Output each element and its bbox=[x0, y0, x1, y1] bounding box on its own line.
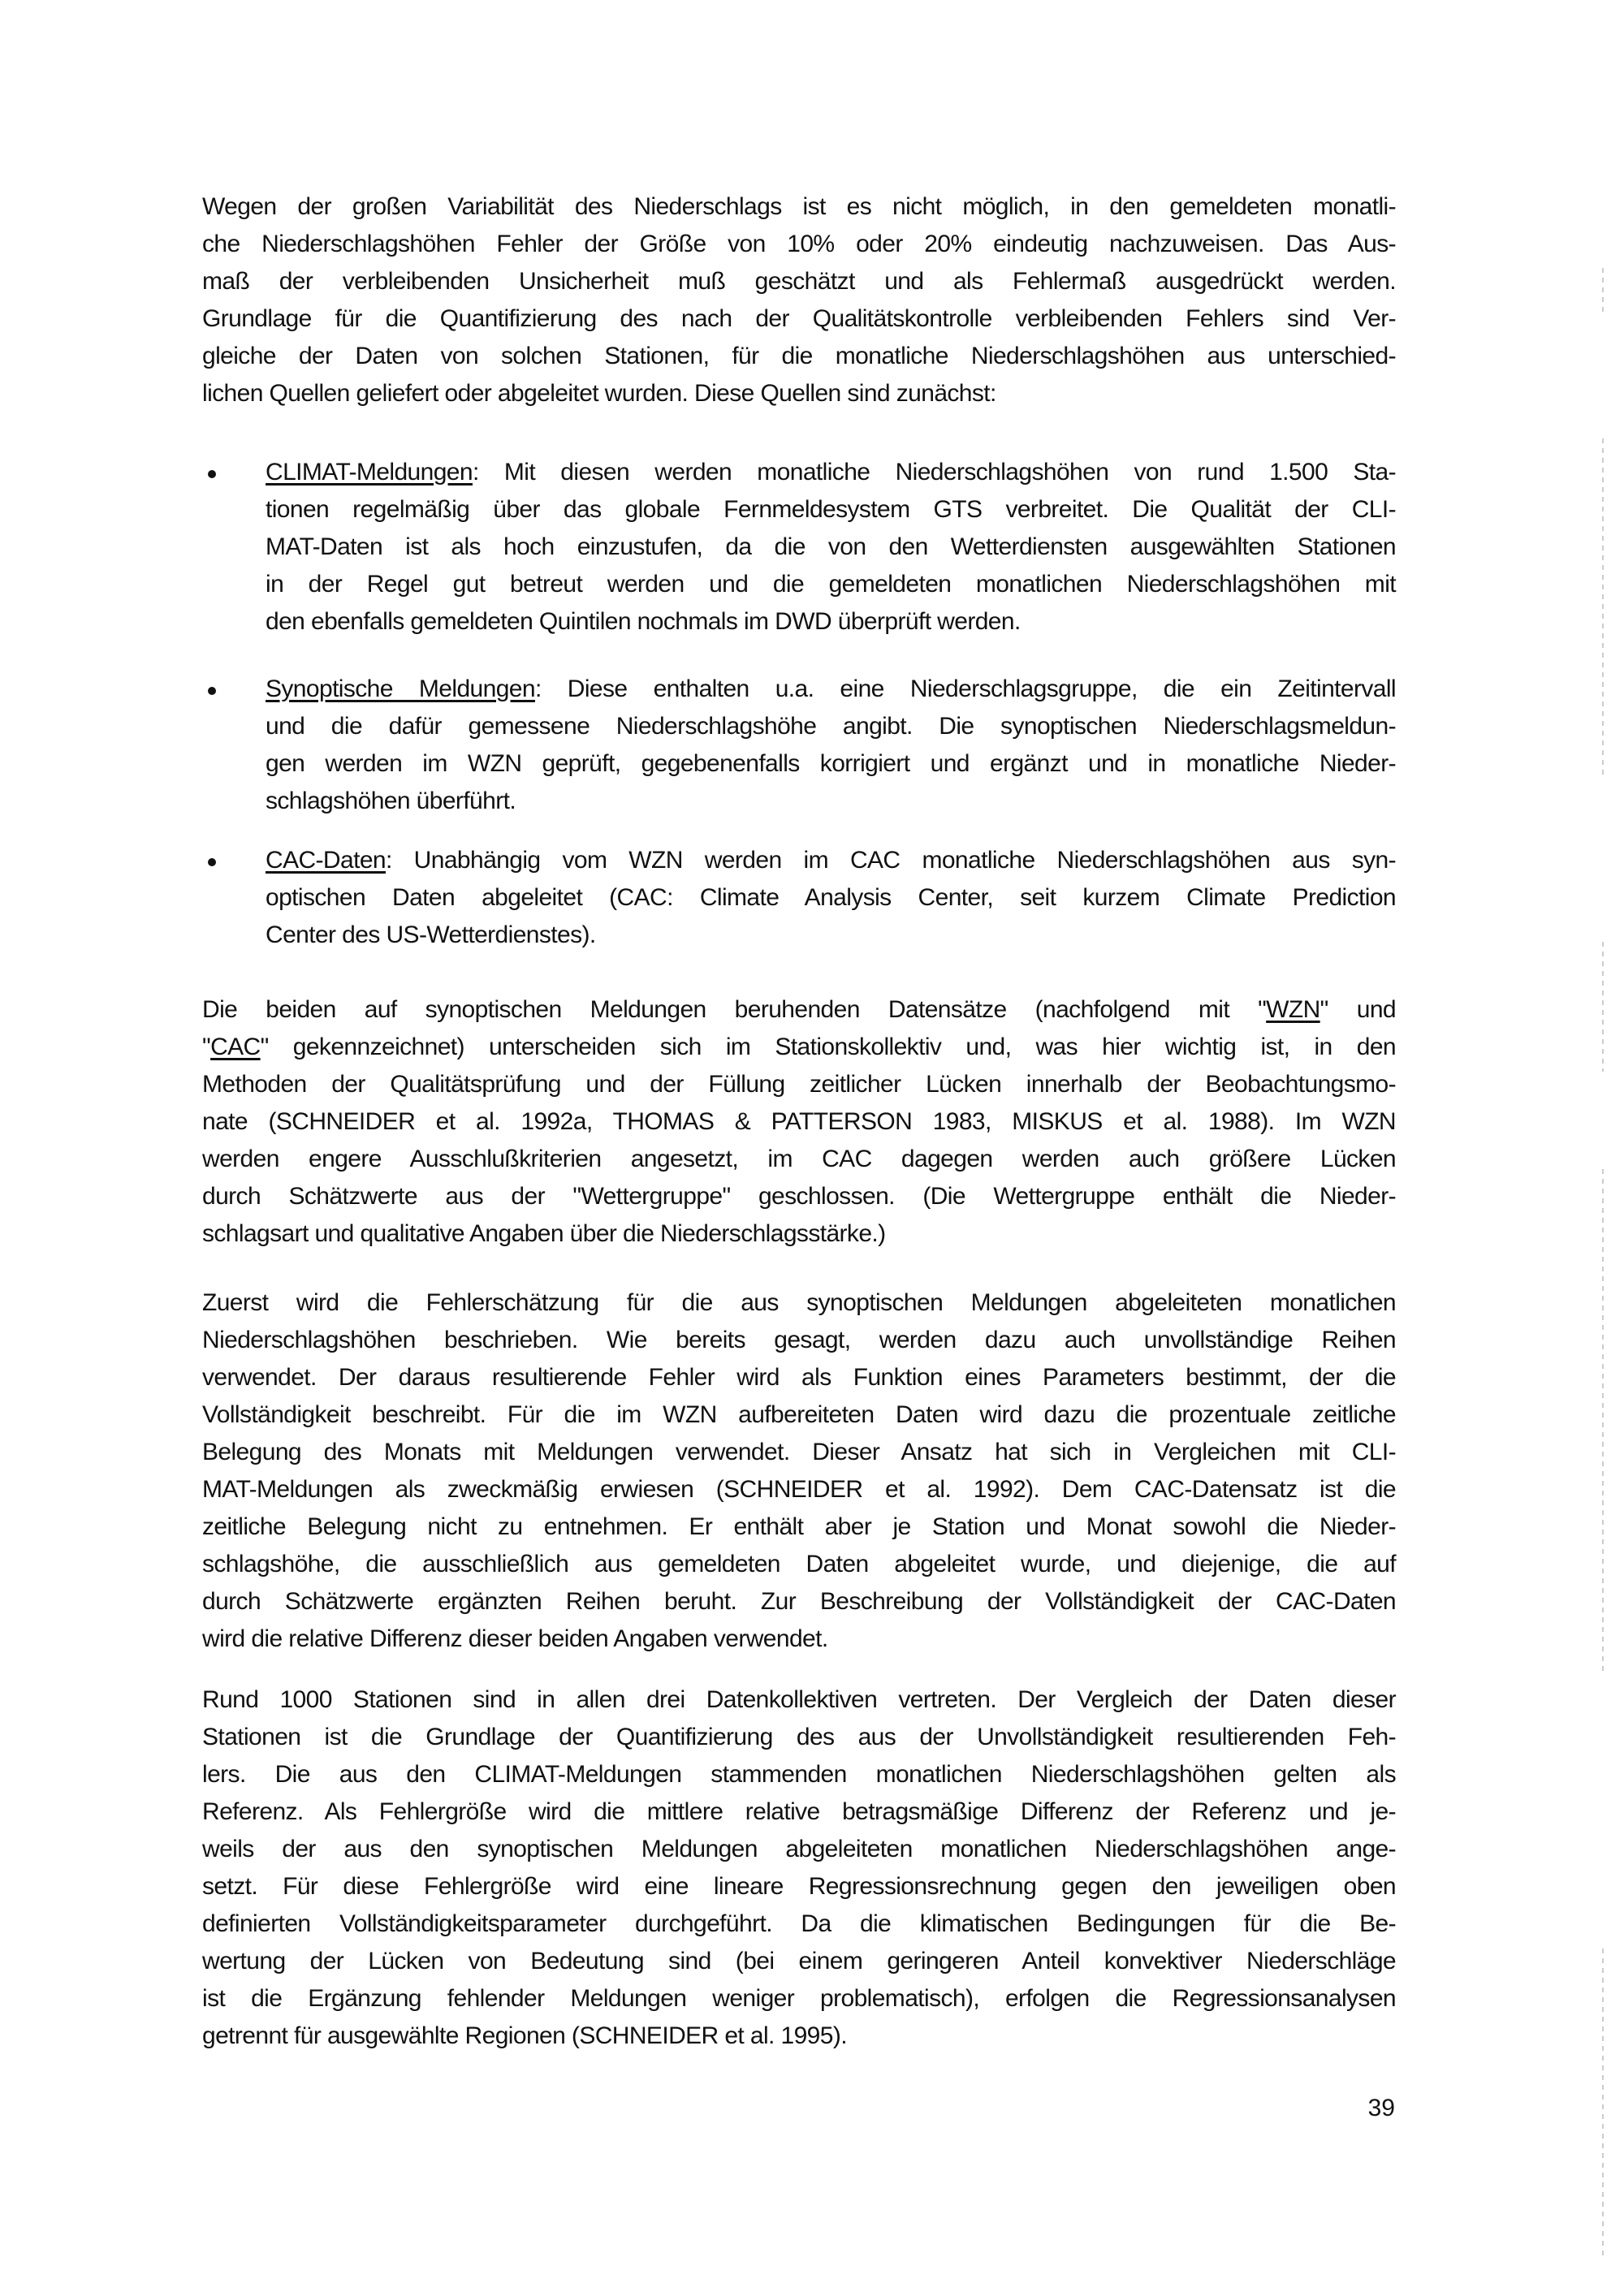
text-segment: " und bbox=[1320, 996, 1396, 1023]
underlined-term: Synoptische Meldungen bbox=[266, 675, 535, 702]
text-line: den ebenfalls gemeldeten Quintilen nochmals im DWD überprüft werden. bbox=[266, 608, 1021, 635]
text-line: lers. Die aus den CLIMAT-Meldungen stammenden monatlichen Niederschlagshöhen gelten als bbox=[202, 1761, 1396, 1788]
underlined-term: WZN bbox=[1266, 996, 1320, 1023]
paragraph-intro bbox=[202, 188, 1396, 412]
text-line: getrennt für ausgewählte Regionen (SCHNEIDER et al. 1995). bbox=[202, 2022, 847, 2049]
text-line: nate (SCHNEIDER et al. 1992a, THOMAS & PATTERSON 1983, MISKUS et al. 1988). Im WZN bbox=[202, 1108, 1396, 1135]
text-line: wird die relative Differenz dieser beiden Angaben verwendet. bbox=[202, 1625, 828, 1652]
underlined-term: CLIMAT-Meldungen bbox=[266, 459, 473, 486]
text-line: schlagshöhen überführt. bbox=[266, 788, 516, 814]
text-line: Referenz. Als Fehlergröße wird die mittlere relative betragsmäßige Differenz der Referenz und je- bbox=[202, 1798, 1396, 1825]
text-segment: " bbox=[202, 1034, 211, 1060]
text-segment: " gekennzeichnet) unterscheiden sich im Stationskollektiv und, was hier wichtig ist, in den bbox=[260, 1034, 1396, 1060]
text-line bbox=[266, 842, 1396, 879]
text-line: gen werden im WZN geprüft, gegebenenfalls korrigiert und ergänzt und in monatliche Nieder- bbox=[266, 750, 1396, 777]
text-line: Stationen ist die Grundlage der Quantifizierung des aus der Unvollständigkeit resultierenden Feh- bbox=[202, 1724, 1396, 1750]
text-line bbox=[202, 1029, 1396, 1066]
text-line: zeitliche Belegung nicht zu entnehmen. Er enthält aber je Station und Monat sowohl die Nieder- bbox=[202, 1513, 1396, 1540]
text-line: MAT-Daten ist als hoch einzustufen, da die von den Wetterdiensten ausgewählten Stationen bbox=[266, 533, 1396, 560]
bullet-synop bbox=[266, 671, 1396, 820]
text-line: gleiche der Daten von solchen Stationen, für die monatliche Niederschlagshöhen aus unterschied- bbox=[202, 343, 1396, 369]
bullet-icon bbox=[208, 470, 216, 478]
scan-mark bbox=[1602, 942, 1604, 1072]
text-line bbox=[266, 454, 1396, 491]
text-line: und die dafür gemessene Niederschlagshöhe angibt. Die synoptischen Niederschlagsmeldun- bbox=[266, 713, 1396, 740]
text-line: weils der aus den synoptischen Meldungen abgeleiteten monatlichen Niederschlagshöhen ange- bbox=[202, 1836, 1396, 1862]
text-line: durch Schätzwerte ergänzten Reihen beruht. Zur Beschreibung der Vollständigkeit der CAC-Daten bbox=[202, 1588, 1396, 1615]
text-line: wertung der Lücken von Bedeutung sind (bei einem geringeren Anteil konvektiver Niederschläge bbox=[202, 1948, 1396, 1974]
text-line: lichen Quellen geliefert oder abgeleitet wurden. Diese Quellen sind zunächst: bbox=[202, 380, 996, 407]
text-line: Center des US-Wetterdienstes). bbox=[266, 921, 596, 948]
scan-mark bbox=[1602, 268, 1604, 317]
text-line: setzt. Für diese Fehlergröße wird eine lineare Regressionsrechnung gegen den jeweiligen oben bbox=[202, 1873, 1396, 1900]
text-line: che Niederschlagshöhen Fehler der Größe von 10% oder 20% eindeutig nachzuweisen. Das Aus- bbox=[202, 231, 1396, 257]
scan-mark bbox=[1602, 438, 1604, 779]
underlined-term: CAC bbox=[210, 1034, 261, 1060]
text-line: werden engere Ausschlußkriterien angesetzt, im CAC dagegen werden auch größere Lücken bbox=[202, 1146, 1396, 1172]
text-line: optischen Daten abgeleitet (CAC: Climate Analysis Center, seit kurzem Climate Prediction bbox=[266, 884, 1396, 911]
bullet-icon bbox=[208, 858, 216, 866]
text-line: ist die Ergänzung fehlender Meldungen weniger problematisch), erfolgen die Regressionsanalysen bbox=[202, 1985, 1396, 2012]
underlined-term: CAC-Daten bbox=[266, 847, 386, 874]
bullet-icon bbox=[208, 687, 216, 695]
text-line bbox=[202, 991, 1396, 1029]
text-line: Grundlage für die Quantifizierung des nach der Qualitätskontrolle verbleibenden Fehlers sind Ver- bbox=[202, 305, 1396, 332]
scan-mark bbox=[1602, 1949, 1604, 2257]
text-line: maß der verbleibenden Unsicherheit muß geschätzt und als Fehlermaß ausgedrückt werden. bbox=[202, 268, 1396, 295]
page-number: 39 bbox=[1367, 2095, 1395, 2121]
bullet-cac bbox=[266, 842, 1396, 954]
paragraph-datasets bbox=[202, 991, 1396, 1253]
text-line: definierten Vollständigkeitsparameter durchgeführt. Da die klimatischen Bedingungen für die Be- bbox=[202, 1910, 1396, 1937]
text-line: Zuerst wird die Fehlerschätzung für die aus synoptischen Meldungen abgeleiteten monatlichen bbox=[202, 1289, 1396, 1316]
paragraph-comparison bbox=[202, 1681, 1396, 2055]
text-line: Belegung des Monats mit Meldungen verwendet. Dieser Ansatz hat sich in Vergleichen mit CLI- bbox=[202, 1439, 1396, 1465]
text-line: Wegen der großen Variabilität des Niederschlags ist es nicht möglich, in den gemeldeten monatli- bbox=[202, 193, 1396, 220]
scan-mark bbox=[1602, 1169, 1604, 1672]
bullet-climat bbox=[266, 454, 1396, 641]
text-segment: : Unabhängig vom WZN werden im CAC monatliche Niederschlagshöhen aus syn- bbox=[385, 847, 1396, 874]
text-line: verwendet. Der daraus resultierende Fehler wird als Funktion eines Parameters bestimmt, der die bbox=[202, 1364, 1396, 1391]
text-line bbox=[266, 671, 1396, 708]
text-line: Vollständigkeit beschreibt. Für die im WZN aufbereiteten Daten wird dazu die prozentuale zeitliche bbox=[202, 1401, 1396, 1428]
text-line: Niederschlagshöhen beschrieben. Wie bereits gesagt, werden dazu auch unvollständige Reihen bbox=[202, 1327, 1396, 1353]
text-segment: : Diese enthalten u.a. eine Niederschlagsgruppe, die ein Zeitintervall bbox=[534, 675, 1396, 702]
text-line: Rund 1000 Stationen sind in allen drei Datenkollektiven vertreten. Der Vergleich der Daten dieser bbox=[202, 1686, 1396, 1713]
text-line: schlagshöhe, die ausschließlich aus gemeldeten Daten abgeleitet wurde, und diejenige, die auf bbox=[202, 1551, 1396, 1577]
paragraph-error-estimate bbox=[202, 1284, 1396, 1658]
text-segment: : Mit diesen werden monatliche Niederschlagshöhen von rund 1.500 Sta- bbox=[472, 459, 1396, 486]
text-segment: Die beiden auf synoptischen Meldungen beruhenden Datensätze (nachfolgend mit " bbox=[202, 996, 1267, 1023]
text-line: Methoden der Qualitätsprüfung und der Füllung zeitlicher Lücken innerhalb der Beobachtungsmo- bbox=[202, 1071, 1396, 1098]
text-line: MAT-Meldungen als zweckmäßig erwiesen (SCHNEIDER et al. 1992). Dem CAC-Datensatz ist die bbox=[202, 1476, 1396, 1503]
text-line: schlagsart und qualitative Angaben über die Niederschlagsstärke.) bbox=[202, 1220, 886, 1247]
text-line: tionen regelmäßig über das globale Fernmeldesystem GTS verbreitet. Die Qualität der CLI- bbox=[266, 496, 1396, 523]
text-line: durch Schätzwerte aus der "Wettergruppe" geschlossen. (Die Wettergruppe enthält die Nieder- bbox=[202, 1183, 1396, 1210]
text-line: in der Regel gut betreut werden und die gemeldeten monatlichen Niederschlagshöhen mit bbox=[266, 571, 1396, 598]
